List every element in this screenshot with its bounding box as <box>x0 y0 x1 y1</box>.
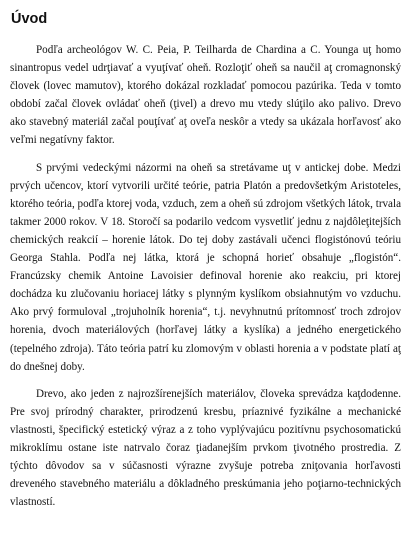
paragraph-archeology: Podľa archeológov W. C. Peia, P. Teilharda de Chardina a C. Younga uţ homo sinantropus vedel udrţiavať a vyuţívať oheň. Rozloţiť oheň sa naučil aţ cromagnonský človek (lovec mamutov), ktorého dokázal rozkladať pomocou pazúrika. Teda v tomto období začal človek ovládať oheň (ţivel) a drevo mu vtedy slúţilo ako palivo. Drevo ako stavebný materiál začal pouţívať aţ oveľa neskôr a vtedy sa ukázala horľavosť ako veľmi negatívny faktor. <box>10 44 401 147</box>
paragraph-theories: S prvými vedeckými názormi na oheň sa stretávame uţ v antickej dobe. Medzi prvých učencov, ktorí vytvorili určité teórie, patria Platón a predovšetkým Aristoteles, ktorého teória, podľa ktorej voda, vzduch, zem a oheň sú zdrojom všetkých látok, trvala takmer 2000 rokov. V 18. Storočí sa podarilo vedcom vysvetliť jednu z najdôleţitejších chemických reakcií – horenie látok. Do tej doby zastávali učenci flogistónovú teóriu Georga Stahla. Podľa nej látka, ktorá je schopná horieť obsahuje „flogistón“. Francúzsky chemik Antoine Lavoisier definoval horenie ako reakciu, pri ktorej dochádza ku zlučovaniu horiacej látky s plynným kyslíkom obsiahnutým vo vzduchu. Ako prvý formuloval „trojuholník horenia“, t.j. nevyhnutnú prítomnosť troch zdrojov horenia, dvoch materiálových (horľavej látky a kyslíka) a jedného energetického (tepelného zdroja). Táto teória patrí ku zlomovým v oblasti horenia a v podstate platí aţ do dnešnej doby. <box>10 161 401 373</box>
paragraph-wood: Drevo, ako jeden z najrozšírenejších materiálov, človeka sprevádza kaţdodenne. Pre svoj prírodný charakter, prirodzenú kresbu, príaznivé fyzikálne a mechanické vlastnosti, špecifický estetický výraz a z toho vyplývajúcu pozitívnu psychosomatickú mikroklímu ostane iste natrvalo čoraz ţiadanejším prvkom ţivotného prostredia. Z týchto dôvodov sa v súčasnosti výrazne zvyšuje potreba zniţovania horľavosti dreveného stavebného materiálu a dôkladného preskúmania jeho poţiarno-technických vlastností. <box>10 387 401 509</box>
section-heading: Úvod <box>11 11 48 27</box>
